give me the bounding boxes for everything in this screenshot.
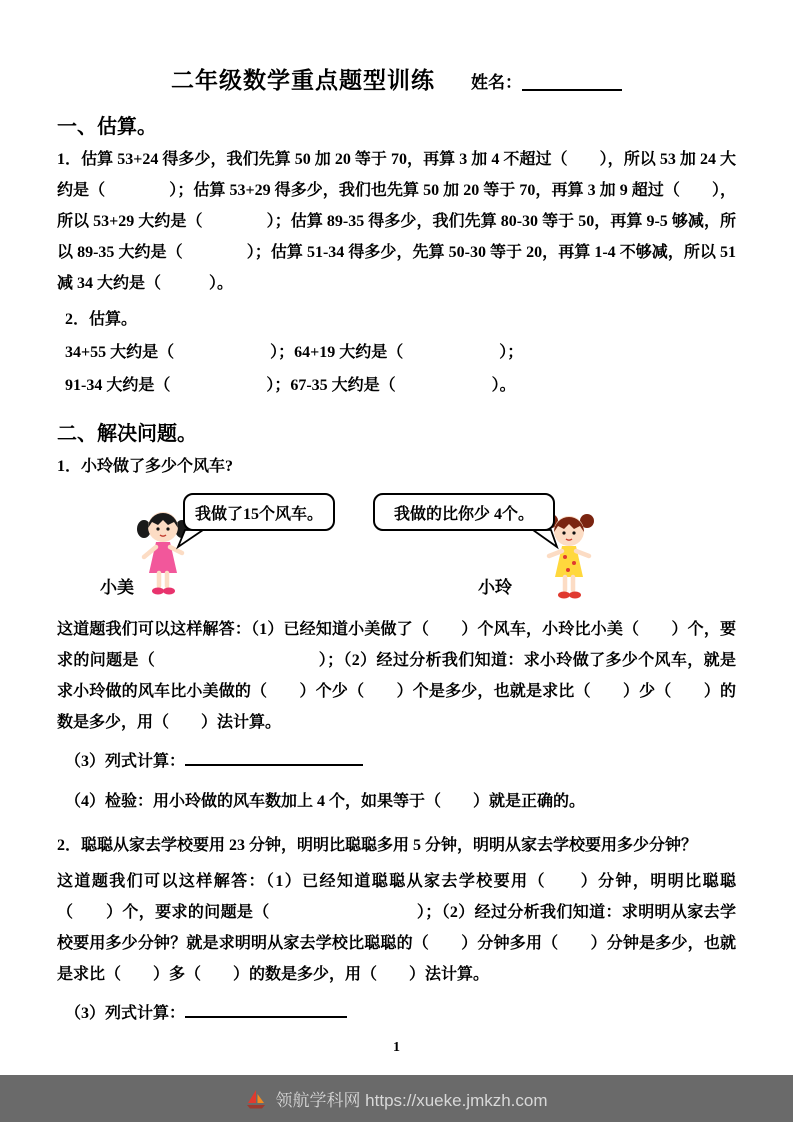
speech-bubble-right: 我做的比你少 4个。 xyxy=(373,493,555,531)
page-number: 1 xyxy=(393,1040,400,1055)
problem1-explanation: 这道题我们可以这样解答：（1）已经知道小美做了（ ）个风车，小玲比小美（ ）个，要求的问题是（ ）；（2）经过分析我们知道：求小玲做了多少个风车，就是求小玲做的风车比小美做的（ ）个少（ ）个是多少，也就是求比（ ）少（ ）的数是多少，用（ ）法计算。 xyxy=(57,621,736,731)
problem1-step3-label: （3）列式计算： xyxy=(65,753,186,770)
character-right-name: 小玲 xyxy=(478,578,512,597)
speech-bubble-right-tail-icon xyxy=(529,529,561,551)
speech-bubble-left-tail-icon xyxy=(175,529,207,551)
speech-bubble-left: 我做了15个风车。 xyxy=(183,493,335,531)
character-left-name: 小美 xyxy=(100,578,134,597)
estimation-question-1: 1．估算 53+24 得多少，我们先算 50 加 20 等于 70，再算 3 加 4 不超过（ ），所以 53 加 24 大约是（ ）；估算 53+29 得多少，我们也先算 50 加 20 等于 70，再算 3 加 9 超过（ ），所以 53+29 大约是（ ）；估算 89-35 得多少，我们先算 80-30 等于 50，再算 9-5 够减，所以 89-35 大约是（ ）；估算 51-34 得多少，先算 50-30 等于 20，再算 1-4 不够减，所以 51 减 34 大约是（ ）。 xyxy=(57,151,736,292)
problem2-step3-label: （3）列式计算： xyxy=(65,1005,186,1022)
problem1-step4: （4）检验：用小玲做的风车数加上 4 个，如果等于（ ）就是正确的。 xyxy=(65,793,586,810)
estimation-question-2-line1: 34+55 大约是（ ）；64+19 大约是（ ）； xyxy=(65,344,524,361)
problem1-step3-blank-line xyxy=(185,750,363,766)
name-field xyxy=(471,68,622,95)
problem1-illustration xyxy=(57,487,736,609)
section-problems-heading: 二、解决问题。 xyxy=(57,423,197,445)
problem2-step3-row xyxy=(57,998,736,1030)
problem1-step3-row xyxy=(57,746,736,778)
page-title: 二年级数学重点题型训练 xyxy=(171,68,435,93)
footer-site-link[interactable]: 领航学科网 https://xueke.jmkzh.com xyxy=(275,1091,548,1110)
problem2-step3-blank-line xyxy=(185,1002,347,1018)
problem2-explanation: 这道题我们可以这样解答：（1）已经知道聪聪从家去学校要用（ ）分钟，明明比聪聪（ ）个，要求的问题是（ ）；（2）经过分析我们知道：求明明从家去学校要用多少分钟？就是求明明从家去学校比聪聪的（ ）分钟多用（ ）分钟是多少，也就是求比（ ）多（ ）的数是多少，用（ ）法计算。 xyxy=(57,873,736,983)
problem2-title: 2．聪聪从家去学校要用 23 分钟，明明比聪聪多用 5 分钟，明明从家去学校要用多少分钟？ xyxy=(57,837,698,854)
name-label: 姓名： xyxy=(471,73,522,92)
footer-bar xyxy=(0,1075,793,1122)
problem1-title: 1．小玲做了多少个风车? xyxy=(57,458,234,475)
section-estimation-heading: 一、估算。 xyxy=(57,116,157,138)
estimation-question-2-line2: 91-34 大约是（ ）；67-35 大约是（ ）。 xyxy=(65,377,516,394)
name-blank-line xyxy=(522,72,622,91)
estimation-question-2-label: 2．估算。 xyxy=(65,311,138,328)
header-row xyxy=(57,62,736,95)
site-logo-icon xyxy=(245,1088,267,1110)
